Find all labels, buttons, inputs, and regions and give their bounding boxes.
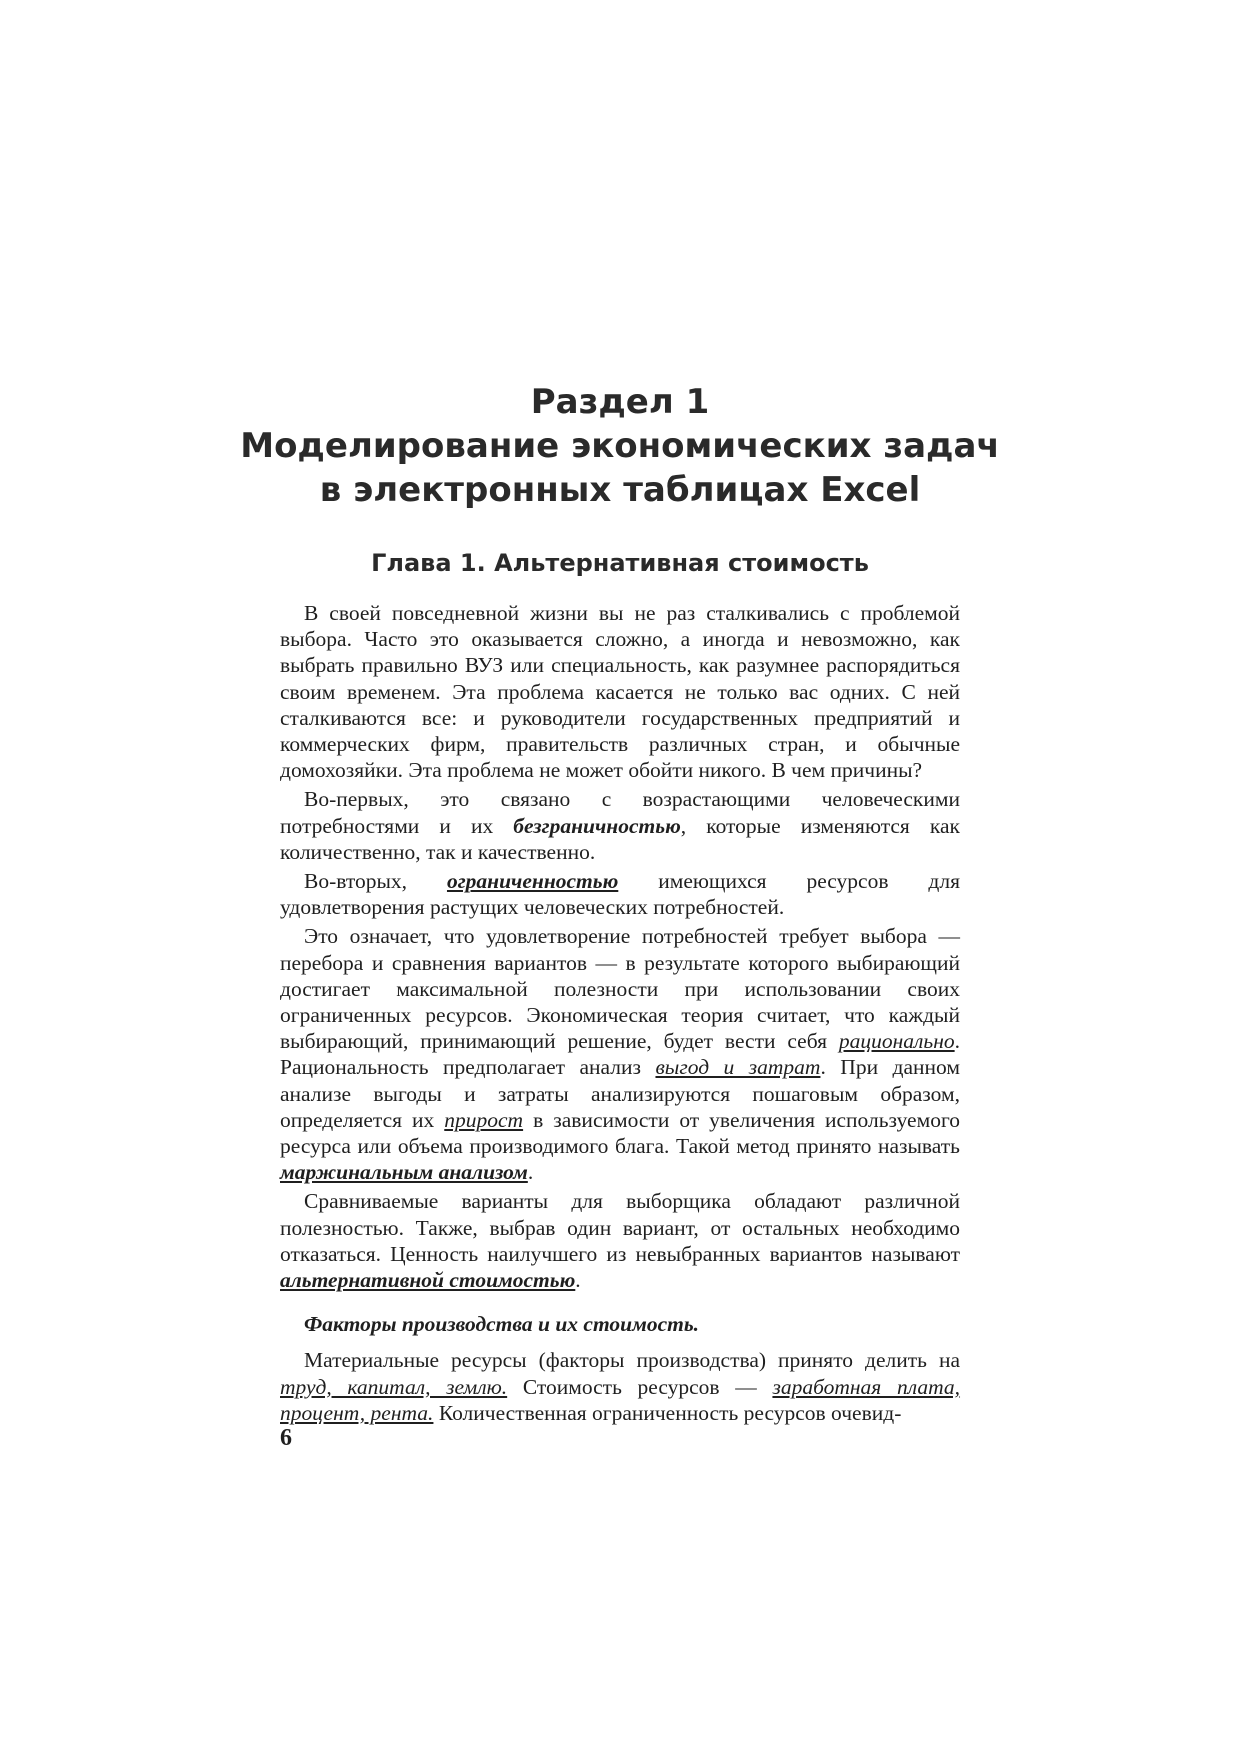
chapter-body: [280, 600, 960, 1429]
term-labor-capital-land: труд, капитал, землю.: [280, 1374, 508, 1399]
paragraph-4-text-4: в зависимости от увеличения используемого ресурса или объема производимого блага. Такой метод принято называть: [280, 1107, 960, 1159]
paragraph-6-text: Материальные ресурсы (факторы производства) принято делить на: [304, 1348, 960, 1373]
paragraph-5-text: Сравниваемые варианты для выборщика обладают различной полезностью. Также, выбрав один вариант, от остальных необходимо отказаться. Ценность наилучшего из невыбранных вариантов называют: [280, 1189, 960, 1266]
paragraph-4-text: Это означает, что удовлетворение потребностей требует выбора — перебора и сравнения вариантов — в результате которого выбирающий достигает максимальной полезности при использовании своих ограниченных ресурсов. Экономическая теория считает, что каждый выбирающий, принимающий решение, будет вести себя: [280, 924, 960, 1054]
paragraph-5-text-end: .: [575, 1268, 581, 1293]
term-marginal-analysis: маржинальным анализом: [280, 1160, 528, 1185]
paragraph-2: [280, 786, 960, 865]
section-number: Раздел 1: [530, 382, 710, 422]
chapter-title: Глава 1. Альтернативная стоимость: [371, 549, 869, 577]
paragraph-5: [280, 1188, 960, 1293]
page-number: 6: [280, 1425, 292, 1451]
paragraph-2-text-end: , которые изменяются как количественно, так и качественно.: [280, 813, 960, 864]
term-boundlessness: безграничностью: [513, 813, 681, 838]
paragraph-2-text: Во-первых, это связано с возрастающими человеческими потребностями и их: [280, 787, 960, 838]
term-increment: прирост: [444, 1107, 524, 1132]
paragraph-3: [280, 868, 960, 920]
section-title-line-2: в электронных таблицах Excel: [319, 470, 921, 510]
paragraph-6-text-end: Количественная ограниченность ресурсов очевид-: [433, 1400, 902, 1425]
term-wage-interest-rent: заработная плата, процент, рента.: [280, 1374, 961, 1425]
paragraph-4-text-2: . Рациональность предполагает анализ: [280, 1029, 960, 1080]
term-rationally: рационально: [838, 1029, 955, 1054]
term-benefits-costs: выгод и затрат: [655, 1055, 821, 1080]
paragraph-4-text-end: .: [527, 1160, 534, 1185]
paragraph-6: [280, 1347, 960, 1426]
paragraph-1: В своей повседневной жизни вы не раз сталкивались с проблемой выбора. Часто это оказывается сложно, а иногда и невозможно, как выбрать правильно ВУЗ или специальность, как разумнее распорядиться своим временем. Эта проблема касается не только вас одних. С ней сталкиваются все: и руководители государственных предприятий и коммерческих фирм, правительств различных стран, и обычные домохозяйки. Эта проблема не может обойти никого. В чем причины?: [280, 601, 960, 783]
section-title-line-1: Моделирование экономических задач: [240, 426, 1000, 466]
term-opportunity-cost: альтернативной стоимостью: [280, 1268, 576, 1293]
paragraph-3-text: Во-вторых,: [304, 869, 447, 894]
paragraph-6-text-2: Стоимость ресурсов —: [507, 1374, 773, 1399]
paragraph-4: [280, 923, 960, 1185]
paragraph-3-text-end: имеющихся ресурсов для удовлетворения растущих человеческих потребностей.: [280, 869, 960, 920]
term-limitedness: ограниченностью: [446, 869, 619, 894]
paragraph-4-text-3: . При данном анализе выгоды и затраты анализируются пошаговым образом, определяется их: [280, 1055, 960, 1132]
subheading-factors: Факторы производства и их стоимость.: [304, 1312, 700, 1337]
section-title: [0, 380, 1240, 512]
